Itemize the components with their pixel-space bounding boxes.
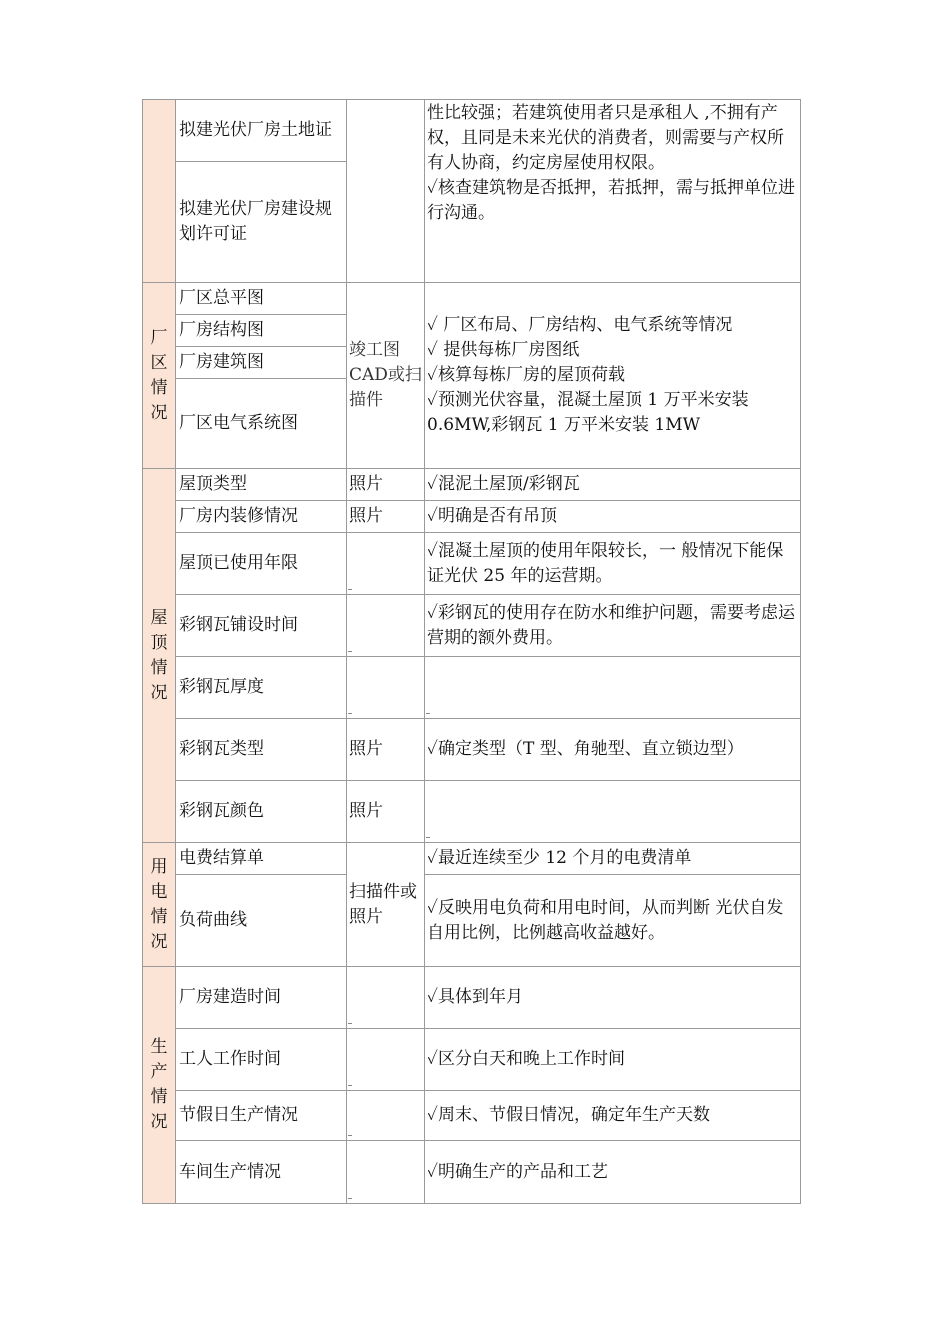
note-text: ✓ 提供每栋厂房图纸: [427, 340, 580, 360]
note-text: 性比较强；若建筑使用者只是承租人 ,不拥有产权，且同是未来光伏的消费者，则需要与产权所有人协商，约定房屋使用权限。: [427, 103, 784, 173]
table-row: [143, 843, 801, 875]
item-cell: 负荷曲线: [176, 875, 347, 967]
table-row: [143, 533, 801, 595]
note-cell: [425, 283, 801, 469]
item-cell: 节假日生产情况: [176, 1091, 347, 1141]
item-cell: 彩钢瓦铺设时间: [176, 595, 347, 657]
note-cell: ✓反映用电负荷和用电时间，从而判断 光伏自发自用比例，比例越高收益越好。: [425, 875, 801, 967]
table-row: [143, 283, 801, 315]
material-cell: [347, 967, 425, 1029]
item-cell: 厂区总平图: [176, 283, 347, 315]
table-row: [143, 1029, 801, 1091]
table-row: [143, 595, 801, 657]
item-cell: 屋顶类型: [176, 469, 347, 501]
note-cell: [425, 781, 801, 843]
note-text: ✓预测光伏容量，混凝土屋顶 1 万平米安装 0.6MW,彩钢瓦 1 万平米安装 1MW: [427, 390, 749, 435]
material-cell: [347, 1029, 425, 1091]
note-text: ✓核查建筑物是否抵押，若抵押，需与抵押单位进行沟通。: [427, 178, 795, 223]
material-cell: [347, 657, 425, 719]
table-row: [143, 469, 801, 501]
item-cell: 彩钢瓦类型: [176, 719, 347, 781]
note-cell: ✓具体到年月: [425, 967, 801, 1029]
table-row: [143, 1091, 801, 1141]
note-cell: ✓混泥土屋顶/彩钢瓦: [425, 469, 801, 501]
note-text: ✓ 厂区布局、厂房结构、电气系统等情况: [427, 315, 733, 335]
material-cell: [347, 1141, 425, 1204]
item-cell: 彩钢瓦厚度: [176, 657, 347, 719]
section-label-production: 生产情况: [143, 967, 176, 1204]
table-row: [143, 1141, 801, 1204]
item-cell: 厂房建造时间: [176, 967, 347, 1029]
material-cell: [347, 533, 425, 595]
section-label-roof: 屋顶情况: [143, 469, 176, 843]
item-cell: 彩钢瓦颜色: [176, 781, 347, 843]
item-cell: 工人工作时间: [176, 1029, 347, 1091]
section-cell-continued: [143, 100, 176, 283]
material-cell: [347, 100, 425, 283]
note-cell: ✓明确生产的产品和工艺: [425, 1141, 801, 1204]
note-cell: ✓混凝土屋顶的使用年限较长，一 般情况下能保证光伏 25 年的运营期。: [425, 533, 801, 595]
table-row: [143, 100, 801, 162]
item-cell: 电费结算单: [176, 843, 347, 875]
note-cell: ✓区分白天和晚上工作时间: [425, 1029, 801, 1091]
item-cell: 厂房结构图: [176, 315, 347, 347]
material-cell: 照片: [347, 469, 425, 501]
item-cell: 车间生产情况: [176, 1141, 347, 1204]
material-cell: 竣工图CAD或扫描件: [347, 283, 425, 469]
material-cell: [347, 1091, 425, 1141]
material-cell: 照片: [347, 501, 425, 533]
item-cell: 拟建光伏厂房土地证: [176, 100, 347, 162]
table-row: [143, 657, 801, 719]
note-cell: [425, 657, 801, 719]
item-cell: 拟建光伏厂房建设规划许可证: [176, 162, 347, 283]
material-cell: 照片: [347, 719, 425, 781]
item-cell: 屋顶已使用年限: [176, 533, 347, 595]
item-cell: 厂房内装修情况: [176, 501, 347, 533]
material-cell: [347, 595, 425, 657]
table-row: [143, 501, 801, 533]
section-label-power: 用电情况: [143, 843, 176, 967]
table-row: [143, 719, 801, 781]
item-cell: 厂区电气系统图: [176, 379, 347, 469]
table-row: [143, 967, 801, 1029]
note-cell: [425, 100, 801, 283]
material-cell: 照片: [347, 781, 425, 843]
note-cell: ✓确定类型（T 型、角驰型、直立锁边型）: [425, 719, 801, 781]
survey-table: [142, 99, 801, 1204]
table-row: [143, 875, 801, 967]
note-cell: ✓周末、节假日情况，确定年生产天数: [425, 1091, 801, 1141]
item-cell: 厂房建筑图: [176, 347, 347, 379]
note-cell: ✓最近连续至少 12 个月的电费清单: [425, 843, 801, 875]
material-cell: 扫描件或照片: [347, 843, 425, 967]
note-cell: ✓明确是否有吊顶: [425, 501, 801, 533]
note-cell: ✓彩钢瓦的使用存在防水和维护问题，需要考虑运营期的额外费用。: [425, 595, 801, 657]
section-label-plant: 厂区情况: [143, 283, 176, 469]
table-row: [143, 781, 801, 843]
note-text: ✓核算每栋厂房的屋顶荷载: [427, 365, 625, 385]
